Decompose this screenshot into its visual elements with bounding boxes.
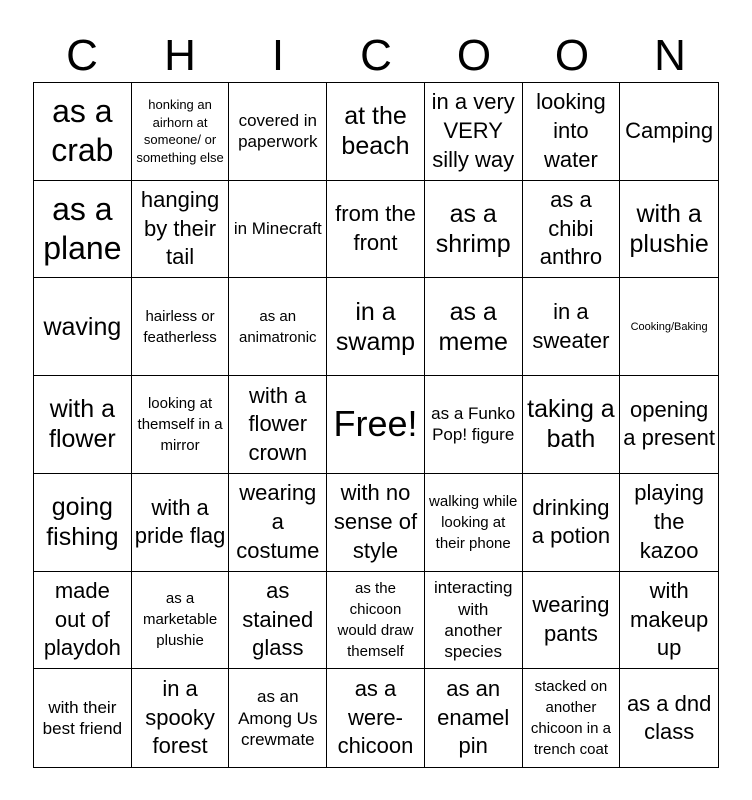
- header-letter-c: C: [66, 31, 98, 80]
- bingo-cell[interactable]: as an Among Us crewmate: [229, 669, 327, 767]
- bingo-cell[interactable]: hairless or featherless: [132, 278, 230, 376]
- bingo-cell[interactable]: as a crab: [34, 83, 132, 181]
- bingo-cell[interactable]: interacting with another species: [425, 572, 523, 670]
- bingo-cell[interactable]: with makeup up: [620, 572, 718, 670]
- bingo-cell[interactable]: as a marketable plushie: [132, 572, 230, 670]
- bingo-cell[interactable]: with a flower: [34, 376, 132, 474]
- header-letter-o2: O: [554, 31, 590, 80]
- bingo-cell[interactable]: made out of playdoh: [34, 572, 132, 670]
- bingo-cell[interactable]: as a dnd class: [626, 690, 712, 745]
- bingo-cell[interactable]: from the front: [327, 181, 425, 279]
- bingo-cell[interactable]: stacked on another chicoon in a trench coat: [523, 669, 621, 767]
- bingo-cell[interactable]: hanging by their tail: [132, 181, 230, 279]
- bingo-cell[interactable]: drinking a potion: [523, 474, 621, 572]
- bingo-header: [33, 30, 719, 82]
- bingo-cell[interactable]: as the chicoon would draw themself: [327, 572, 425, 670]
- bingo-cell[interactable]: in a spooky forest: [132, 669, 230, 767]
- bingo-cell[interactable]: in a swamp: [327, 278, 425, 376]
- bingo-cell[interactable]: with a flower crown: [229, 376, 327, 474]
- bingo-cell[interactable]: with no sense of style: [327, 474, 425, 572]
- header-letter-n: N: [654, 31, 686, 80]
- bingo-cell[interactable]: as a plane: [34, 181, 132, 279]
- bingo-cell[interactable]: in a sweater: [523, 278, 621, 376]
- bingo-cell[interactable]: at the beach: [327, 83, 425, 181]
- bingo-cell[interactable]: as stained glass: [229, 572, 327, 670]
- bingo-cell[interactable]: as an animatronic: [229, 278, 327, 376]
- bingo-cell[interactable]: Cooking/Baking: [620, 278, 718, 376]
- bingo-cell[interactable]: walking while looking at their phone: [425, 474, 523, 572]
- bingo-cell[interactable]: as an enamel pin: [425, 669, 523, 767]
- bingo-cell[interactable]: as a shrimp: [425, 181, 523, 279]
- header-letter-c2: C: [360, 31, 392, 80]
- header-letter-i: I: [271, 31, 285, 80]
- header-letter-h: H: [164, 31, 196, 80]
- bingo-cell[interactable]: taking a bath: [523, 376, 621, 474]
- bingo-cell[interactable]: covered in paperwork: [229, 83, 327, 181]
- bingo-cell[interactable]: honking an airhorn at someone/ or something else: [132, 83, 230, 181]
- bingo-cell[interactable]: with a pride flag: [132, 474, 230, 572]
- bingo-cell[interactable]: as a chibi anthro: [523, 181, 621, 279]
- bingo-board: [33, 82, 719, 768]
- bingo-cell[interactable]: wearing a costume: [229, 474, 327, 572]
- bingo-cell[interactable]: waving: [34, 278, 132, 376]
- bingo-cell[interactable]: as a Funko Pop! figure: [425, 376, 523, 474]
- bingo-cell[interactable]: wearing pants: [523, 572, 621, 670]
- bingo-cell[interactable]: playing the kazoo: [620, 474, 718, 572]
- bingo-cell[interactable]: as a were-chicoon: [327, 669, 425, 767]
- bingo-cell[interactable]: as a meme: [425, 278, 523, 376]
- bingo-cell[interactable]: with their best friend: [34, 669, 132, 767]
- bingo-cell[interactable]: in a very VERY silly way: [425, 83, 523, 181]
- bingo-cell[interactable]: going fishing: [34, 474, 132, 572]
- bingo-cell[interactable]: with a plushie: [620, 181, 718, 279]
- bingo-cell[interactable]: opening a present: [620, 376, 718, 474]
- bingo-cell[interactable]: in Minecraft: [229, 181, 327, 279]
- header-letter-o: O: [456, 31, 492, 80]
- bingo-cell[interactable]: looking at themself in a mirror: [132, 376, 230, 474]
- bingo-cell[interactable]: looking into water: [523, 83, 621, 181]
- free-space[interactable]: Free!: [327, 376, 425, 474]
- bingo-cell[interactable]: Camping: [620, 83, 718, 181]
